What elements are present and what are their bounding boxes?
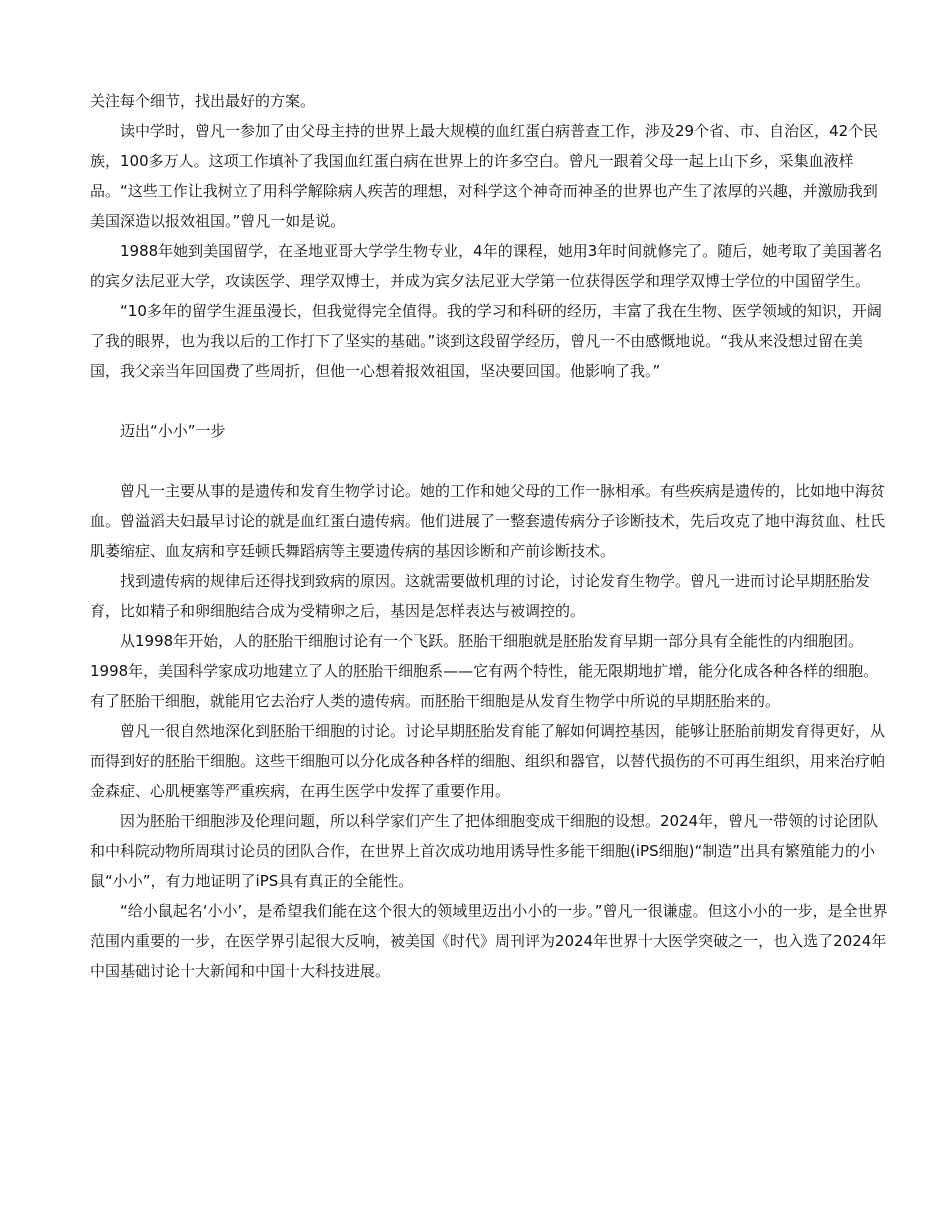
paragraph-xiaoxiao-name: “给小鼠起名‘小小’，是希望我们能在这个很大的领域里迈出小小的一步。”曾凡一很谦虚。但这小小的一步，是全世界范围内重要的一步，在医学界引起很大反响，被美国《时代》周刊评为2024年世界十大医学突破之一，也入选了2024年中国基础讨论十大新闻和中国十大科技进展。 (90, 902, 888, 980)
paragraph-intro-tail: 关注每个细节，找出最好的方案。 (90, 92, 316, 110)
paragraph-stem-cell-leap: 从1998年开始，人的胚胎干细胞讨论有一个飞跃。胚胎干细胞就是胚胎发育早期一部分具有全能性的内细胞团。1998年，美国科学家成功地建立了人的胚胎干细胞系——它有两个特性，能无限期地扩增，能分化成各种各样的细胞。有了胚胎干细胞，就能用它去治疗人类的遗传病。而胚胎干细胞是从发育生物学中所说的早期胚胎来的。 (90, 632, 879, 710)
paragraph-developmental-biology: 找到遗传病的规律后还得找到致病的原因。这就需要做机理的讨论，讨论发育生物学。曾凡一进而讨论早期胚胎发育，比如精子和卵细胞结合成为受精卵之后，基因是怎样表达与被调控的。 (90, 572, 871, 620)
paragraph-genetics-research: 曾凡一主要从事的是遗传和发育生物学讨论。她的工作和她父母的工作一脉相承。有些疾病是遗传的，比如地中海贫血。曾溢滔夫妇最早讨论的就是血红蛋白遗传病。他们进展了一整套遗传病分子诊断技术，先后攻克了地中海贫血、杜氏肌萎缩症、血友病和亨廷顿氏舞蹈病等主要遗传病的基因诊断和产前诊断技术。 (90, 482, 886, 560)
paragraph-stem-cell-research: 曾凡一很自然地深化到胚胎干细胞的讨论。讨论早期胚胎发育能了解如何调控基因，能够让胚胎前期发育得更好，从而得到好的胚胎干细胞。这些干细胞可以分化成各种各样的细胞、组织和器官，以替代损伤的不可再生组织，用来治疗帕金森症、心肌梗塞等严重疾病，在再生医学中发挥了重要作用。 (90, 722, 886, 800)
paragraph-study-abroad: 1988年她到美国留学，在圣地亚哥大学学生物专业，4年的课程，她用3年时间就修完了。随后，她考取了美国著名的宾夕法尼亚大学，攻读医学、理学双博士，并成为宾夕法尼亚大学第一位获得医学和理学双博士学位的中国留学生。 (90, 242, 883, 290)
section-heading: 迈出“小小”一步 (120, 422, 226, 440)
paragraph-middle-school: 读中学时，曾凡一参加了由父母主持的世界上最大规模的血红蛋白病普查工作，涉及29个省、市、自治区，42个民族，100多万人。这项工作填补了我国血红蛋白病在世界上的许多空白。曾凡一跟着父母一起上山下乡，采集血液样品。“这些工作让我树立了用科学解除病人疾苦的理想，对科学这个神奇而神圣的世界也产生了浓厚的兴趣，并激励我到美国深造以报效祖国。”曾凡一如是说。 (90, 122, 879, 230)
article-body (90, 86, 890, 986)
paragraph-ips-mouse: 因为胚胎干细胞涉及伦理问题，所以科学家们产生了把体细胞变成干细胞的设想。2024年，曾凡一带领的讨论团队和中科院动物所周琪讨论员的团队合作，在世界上首次成功地用诱导性多能干细胞(iPS细胞)“制造”出具有繁殖能力的小鼠“小小”，有力地证明了iPS具有真正的全能性。 (90, 812, 879, 890)
paragraph-quote-return: “10多年的留学生涯虽漫长，但我觉得完全值得。我的学习和科研的经历，丰富了我在生物、医学领域的知识，开阔了我的眼界，也为我以后的工作打下了坚实的基础。”谈到这段留学经历，曾凡一不由感慨地说。“我从来没想过留在美国，我父亲当年回国费了些周折，但他一心想着报效祖国，坚决要回国。他影响了我。” (90, 302, 882, 380)
